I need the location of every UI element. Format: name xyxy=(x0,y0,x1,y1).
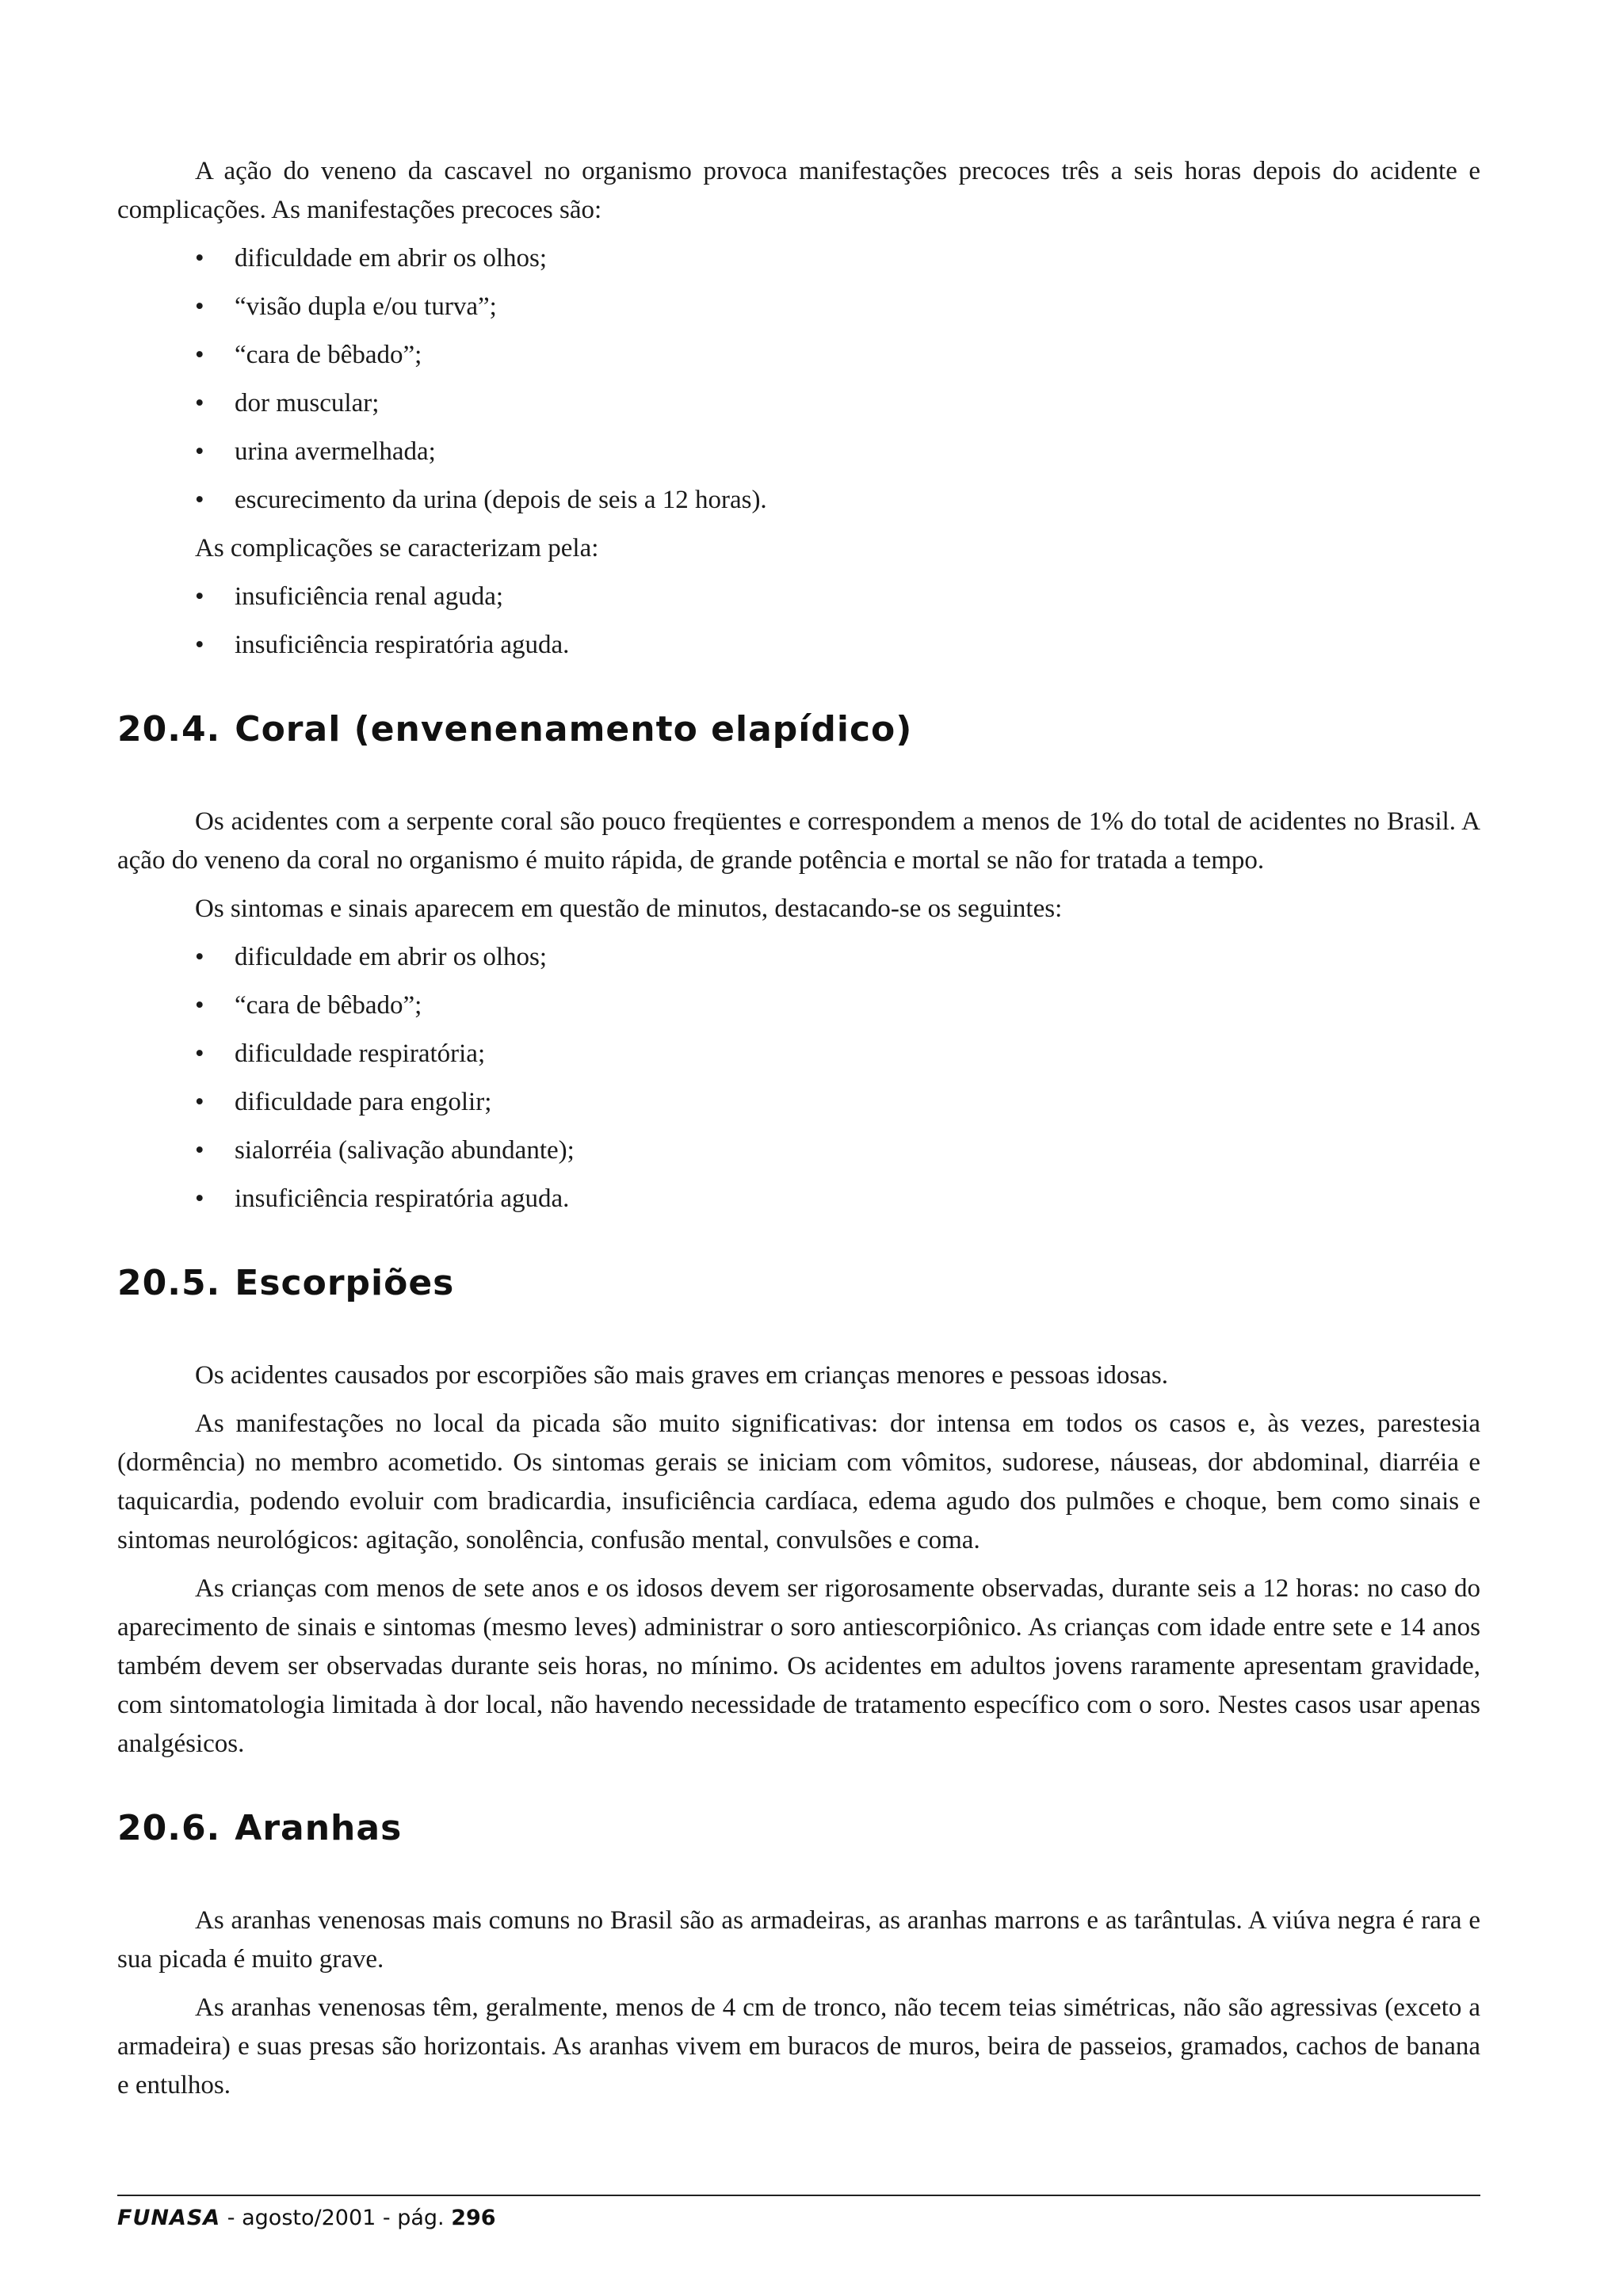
intro-paragraph-2: As complicações se caracterizam pela: xyxy=(195,534,599,563)
coral-symptom-list xyxy=(117,938,1480,1219)
list-item: • dificuldade em abrir os olhos; xyxy=(195,239,1480,278)
footer-text xyxy=(117,2206,1480,2230)
bullet-icon: • xyxy=(195,389,204,418)
bullet-icon: • xyxy=(195,943,204,971)
footer-brand: FUNASA xyxy=(117,2206,221,2230)
section-heading-escorpioes: 20.5. Escorpiões xyxy=(117,1263,455,1303)
bullet-icon: • xyxy=(195,1039,204,1068)
bullet-icon: • xyxy=(195,631,204,659)
list-item: • escurecimento da urina (depois de seis a 12 horas). xyxy=(195,481,1480,520)
page-number: 296 xyxy=(451,2206,496,2230)
escorpioes-paragraph-3: As crianças com menos de sete anos e os idosos devem ser rigorosamente observadas, durante seis a 12 horas: no caso do aparecimento de sinais e sintomas (mesmo leves) administrar o soro antiescorpiônico. As crianças com idade entre sete e 14 anos também devem ser observadas durante seis horas, no mínimo. Os acidentes em adultos jovens raramente apresentam gravidade, com sintomatologia limitada à dor local, não havendo necessidade de tratamento específico com o soro. Nestes casos usar apenas analgésicos. xyxy=(117,1574,1480,1758)
section-heading-coral: 20.4. Coral (envenenamento elapídico) xyxy=(117,709,913,749)
list-item: • dificuldade para engolir; xyxy=(195,1083,1480,1122)
escorpioes-paragraph-1: Os acidentes causados por escorpiões são mais graves em crianças menores e pessoas idosas. xyxy=(195,1361,1168,1390)
list-item: • dor muscular; xyxy=(195,384,1480,423)
section-heading-aranhas: 20.6. Aranhas xyxy=(117,1808,403,1848)
bullet-icon: • xyxy=(195,341,204,369)
intro-list-2 xyxy=(117,578,1480,665)
bullet-icon: • xyxy=(195,1088,204,1116)
list-item: • “cara de bêbado”; xyxy=(195,986,1480,1025)
list-item: • “visão dupla e/ou turva”; xyxy=(195,288,1480,326)
bullet-icon: • xyxy=(195,437,204,466)
bullet-icon: • xyxy=(195,244,204,273)
list-item: • “cara de bêbado”; xyxy=(195,336,1480,375)
aranhas-paragraph-2: As aranhas venenosas têm, geralmente, menos de 4 cm de tronco, não tecem teias simétricas, não são agressivas (exceto a armadeira) e suas presas são horizontais. As aranhas vivem em buracos de muros, beira de passeios, gramados, cachos de banana e entulhos. xyxy=(117,1993,1480,2100)
bullet-icon: • xyxy=(195,1184,204,1213)
list-item: • dificuldade em abrir os olhos; xyxy=(195,938,1480,977)
escorpioes-paragraph-2: As manifestações no local da picada são muito significativas: dor intensa em todos os casos e, às vezes, parestesia (dormência) no membro acometido. Os sintomas gerais se iniciam com vômitos, sudorese, náuseas, dor abdominal, diarréia e taquicardia, podendo evoluir com bradicardia, insuficiência cardíaca, edema agudo dos pulmões e choque, bem como sinais e sintomas neurológicos: agitação, sonolência, confusão mental, convulsões e coma. xyxy=(117,1409,1480,1554)
intro-list-1 xyxy=(117,239,1480,520)
document-page xyxy=(117,152,1480,2105)
coral-paragraph-2: Os sintomas e sinais aparecem em questão de minutos, destacando-se os seguintes: xyxy=(195,894,1063,923)
bullet-icon: • xyxy=(195,1136,204,1165)
bullet-icon: • xyxy=(195,582,204,611)
list-item: • dificuldade respiratória; xyxy=(195,1035,1480,1074)
coral-paragraph-1: Os acidentes com a serpente coral são pouco freqüentes e correspondem a menos de 1% do total de acidentes no Brasil. A ação do veneno da coral no organismo é muito rápida, de grande potência e mortal se não for tratada a tempo. xyxy=(117,807,1480,875)
bullet-icon: • xyxy=(195,991,204,1020)
list-item: • insuficiência renal aguda; xyxy=(195,578,1480,616)
list-item: • urina avermelhada; xyxy=(195,433,1480,471)
footer-date: - agosto/2001 - pág. xyxy=(220,2206,452,2230)
aranhas-paragraph-1: As aranhas venenosas mais comuns no Brasil são as armadeiras, as aranhas marrons e as tarântulas. A viúva negra é rara e sua picada é muito grave. xyxy=(117,1906,1480,1974)
bullet-icon: • xyxy=(195,292,204,321)
list-item: • insuficiência respiratória aguda. xyxy=(195,1180,1480,1219)
list-item: • insuficiência respiratória aguda. xyxy=(195,626,1480,665)
intro-paragraph-1: A ação do veneno da cascavel no organismo provoca manifestações precoces três a seis horas depois do acidente e complicações. As manifestações precoces são: xyxy=(117,157,1480,224)
page-footer xyxy=(117,2195,1480,2230)
list-item: • sialorréia (salivação abundante); xyxy=(195,1131,1480,1170)
footer-divider xyxy=(117,2195,1480,2196)
bullet-icon: • xyxy=(195,486,204,514)
